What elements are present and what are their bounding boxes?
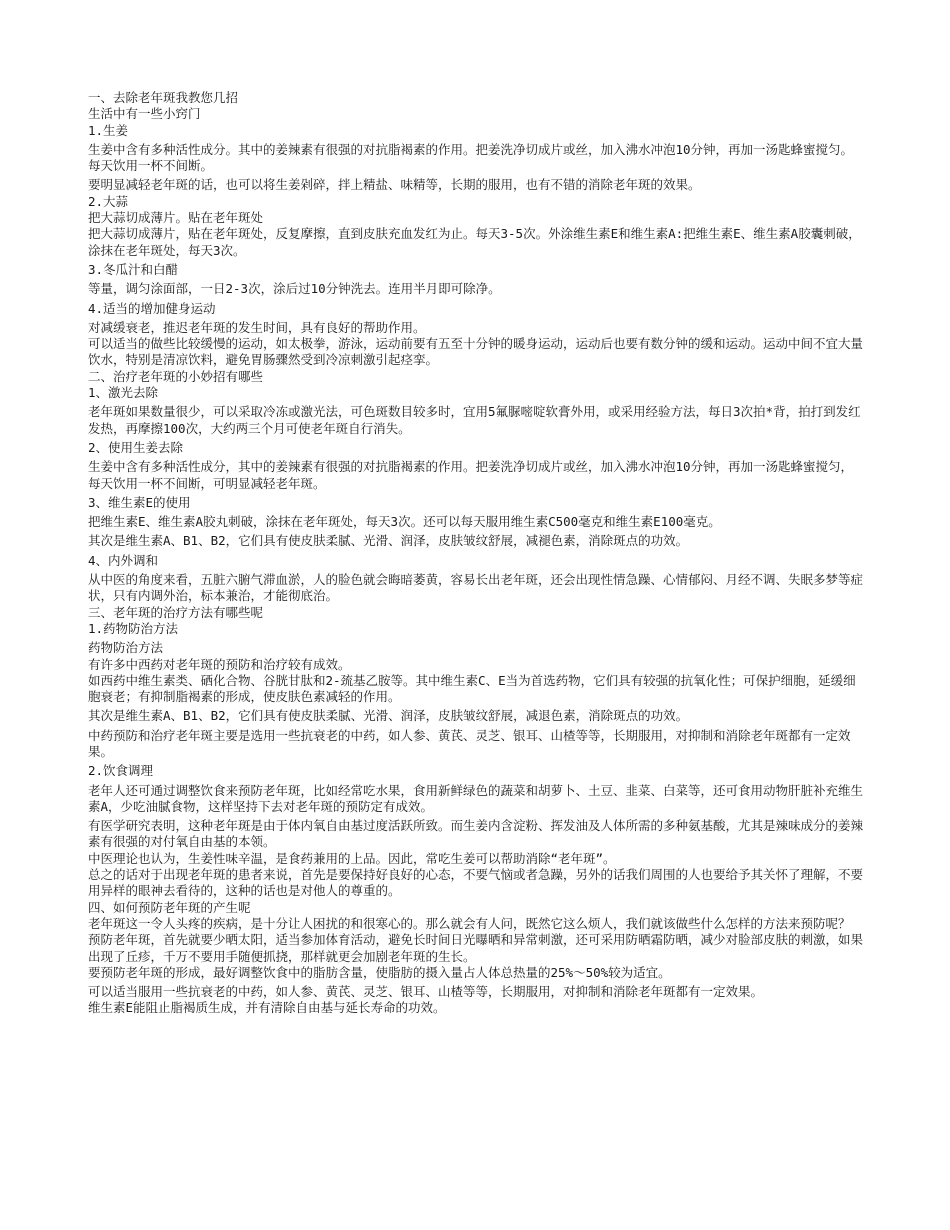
sub-heading: 生活中有一些小窍门 bbox=[88, 106, 201, 122]
paragraph: 总之的话对于出现老年斑的患者来说，首先是要保持好良好的心态，不要气恼或者急躁，另外的话我们周围的人也要给予其关怀了理解，不要用异样的眼神去看待的，这种的话也是对他人的尊重的。 bbox=[88, 867, 864, 899]
paragraph: 等量，调匀涂面部，一日2-3次，涂后过10分钟洗去。连用半月即可除净。 bbox=[88, 281, 501, 297]
paragraph: 中药预防和治疗老年斑主要是选用一些抗衰老的中药，如人参、黄芪、灵芝、银耳、山楂等等，长期服用，对抑制和消除老年斑都有一定效果。 bbox=[88, 727, 851, 759]
paragraph: 预防老年斑，首先就要少晒太阳，适当参加体育活动，避免长时间日光曝晒和异常刺激，还可采用防晒霜防晒，减少对脸部皮肤的刺激，如果出现了丘疹，千万不要用手随便抓挠，那样就更会加剧老年斑的生长。 bbox=[88, 932, 864, 964]
item-heading: 1.药物防治方法 bbox=[88, 620, 179, 636]
item-heading: 3.冬瓜汁和白醋 bbox=[88, 261, 179, 277]
document-body bbox=[88, 90, 863, 1017]
paragraph: 有医学研究表明，这种老年斑是由于体内氧自由基过度活跃所致。而生姜内含淀粉、挥发油及人体所需的多种氨基酸，尤其是辣味成分的姜辣素有很强的对付氧自由基的本领。 bbox=[88, 818, 864, 850]
item-heading: 1.生姜 bbox=[88, 122, 129, 138]
paragraph: 如西药中维生素类、硒化合物、谷胱甘肽和2-巯基乙胺等。其中维生素C、E当为首选药物，它们具有较强的抗氧化性；可保护细胞，延缓细胞衰老；有抑制脂褐素的形成，使皮肤色素减轻的作用。 bbox=[88, 672, 856, 705]
item-heading: 4、内外调和 bbox=[88, 552, 159, 568]
item-heading: 4.适当的增加健身运动 bbox=[88, 300, 216, 316]
paragraph: 把维生素E、维生素A胶丸刺破，涂抹在老年斑处，每天3次。还可以每天服用维生素C500毫克和维生素E100毫克。 bbox=[88, 514, 721, 530]
paragraph: 把大蒜切成薄片，贴在老年斑处，反复摩擦，直到皮肤充血发红为止。每天3-5次。外涂维生素E和维生素A:把维生素E、维生素A胶囊刺破，涂抹在老年斑处，每天3次。 bbox=[88, 226, 861, 258]
paragraph: 老年人还可通过调整饮食来预防老年斑，比如经常吃水果，食用新鲜绿色的蔬菜和胡萝卜、土豆、韭菜、白菜等，还可食用动物肝脏补充维生素A，少吃油腻食物，这样坚持下去对老年斑的预防定有成效。 bbox=[88, 782, 864, 814]
paragraph: 生姜中含有多种活性成分。其中的姜辣素有很强的对抗脂褐素的作用。把姜洗净切成片或丝，加入沸水冲泡10分钟，再加一汤匙蜂蜜搅匀。每天饮用一杯不间断。 bbox=[88, 141, 854, 174]
paragraph: 有许多中西药对老年斑的预防和治疗较有成效。 bbox=[88, 656, 351, 672]
section-heading: 一、去除老年斑我教您几招 bbox=[88, 90, 239, 105]
sub-heading: 药物防治方法 bbox=[88, 640, 164, 656]
paragraph: 生姜中含有多种活性成分，其中的姜辣素有很强的对抗脂褐素的作用。把姜洗净切成片或丝，加入沸水冲泡10分钟，再加一汤匙蜂蜜搅匀，每天饮用一杯不间断，可明显减轻老年斑。 bbox=[88, 459, 854, 491]
paragraph: 对减缓衰老，推迟老年斑的发生时间，具有良好的帮助作用。 bbox=[88, 319, 426, 335]
paragraph: 从中医的角度来看，五脏六腑气滞血淤，人的脸色就会晦暗萎黄，容易长出老年斑，还会出现性情急躁、心情郁闷、月经不调、失眠多梦等症状，只有内调外治，标本兼治，才能彻底治。 bbox=[88, 572, 864, 604]
paragraph: 可以适当服用一些抗衰老的中药，如人参、黄芪、灵芝、银耳、山楂等等，长期服用，对抑制和消除老年斑都有一定效果。 bbox=[88, 984, 764, 1000]
item-heading: 3、维生素E的使用 bbox=[88, 494, 191, 510]
paragraph: 老年斑如果数量很少，可以采取冷冻或激光法，可色斑数目较多时，宜用5氟脲嘧啶软膏外用，或采用经验方法，每日3次拍*背，拍打到发红发热，再摩擦100次，大约两三个月可使老年斑自行消失。 bbox=[88, 404, 861, 436]
item-heading: 2.饮食调理 bbox=[88, 763, 154, 779]
paragraph: 要预防老年斑的形成，最好调整饮食中的脂肪含量，使脂肪的摄入量占人体总热量的25%～50%较为适宜。 bbox=[88, 964, 671, 980]
paragraph: 其次是维生素A、B1、B2，它们具有使皮肤柔腻、光滑、润泽，皮肤皱纹舒展，减退色素，消除斑点的功效。 bbox=[88, 708, 689, 724]
paragraph: 中医理论也认为，生姜性味辛温，是食药兼用的上品。因此，常吃生姜可以帮助消除“老年斑”。 bbox=[88, 850, 616, 866]
item-heading: 2.大蒜 bbox=[88, 193, 129, 209]
section-heading: 四、如何预防老年斑的产生呢 bbox=[88, 899, 251, 915]
section-heading: 三、老年斑的治疗方法有哪些呢 bbox=[88, 604, 264, 620]
paragraph: 老年斑这一令人头疼的疾病，是十分让人困扰的和很寒心的。那么就会有人问，既然它这么烦人，我们就该做些什么怎样的方法来预防呢？ bbox=[88, 915, 851, 931]
paragraph: 其次是维生素A、B1、B2，它们具有使皮肤柔腻、光滑、润泽，皮肤皱纹舒展，减褪色素，消除斑点的功效。 bbox=[88, 533, 689, 549]
paragraph: 维生素E能阻止脂褐质生成，并有清除自由基与延长寿命的功效。 bbox=[88, 1000, 446, 1016]
section-heading: 二、治疗老年斑的小妙招有哪些 bbox=[88, 368, 264, 384]
paragraph: 可以适当的做些比较缓慢的运动，如太极拳，游泳，运动前要有五至十分钟的暖身运动，运动后也要有数分钟的缓和运动。运动中间不宜大量饮水，特别是清凉饮料，避免胃肠骤然受到冷凉刺激引起痉挛。 bbox=[88, 336, 864, 368]
paragraph: 要明显减轻老年斑的话，也可以将生姜剁碎，拌上精盐、味精等，长期的服用，也有不错的消除老年斑的效果。 bbox=[88, 177, 701, 193]
paragraph: 把大蒜切成薄片。贴在老年斑处 bbox=[88, 210, 264, 226]
item-heading: 1、激光去除 bbox=[88, 385, 159, 401]
item-heading: 2、使用生姜去除 bbox=[88, 439, 184, 455]
